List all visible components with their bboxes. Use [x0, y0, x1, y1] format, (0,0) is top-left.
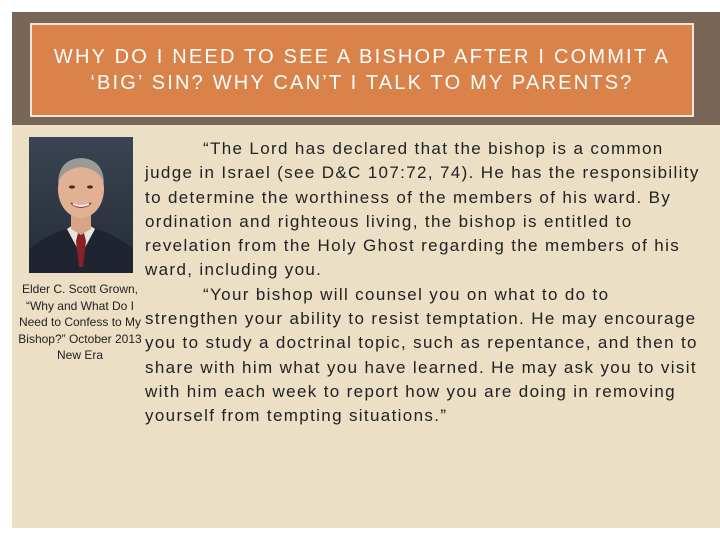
quote-paragraph-1: “The Lord has declared that the bishop is a common judge in Israel (see D&C 107:72, 74). He has the responsibility to determine the worthiness of the members of his ward. By ordination and righteous living, the bishop is entitled to revelation from the Holy Ghost regarding the members of his ward, including you. [145, 139, 700, 280]
portrait-illustration [29, 137, 133, 273]
quote-body [145, 137, 700, 429]
quote-paragraph-2: “Your bishop will counsel you on what to do to strengthen your ability to resist temptation. He may encourage you to study a doctrinal topic, such as repentance, and then to share with him what you have learned. He may ask you to visit with him each week to report how you are doing in removing yourself from tempting situations.” [145, 284, 698, 426]
photo-caption: Elder C. Scott Grown, “Why and What Do I Need to Confess to My Bishop?” October 2013 New Era [18, 282, 142, 362]
slide-title: WHY DO I NEED TO SEE A BISHOP AFTER I COMMIT A ‘BIG’ SIN? WHY CAN’T I TALK TO MY PARENTS? [53, 46, 671, 94]
portrait-photo [29, 137, 133, 273]
title-box [30, 23, 694, 117]
